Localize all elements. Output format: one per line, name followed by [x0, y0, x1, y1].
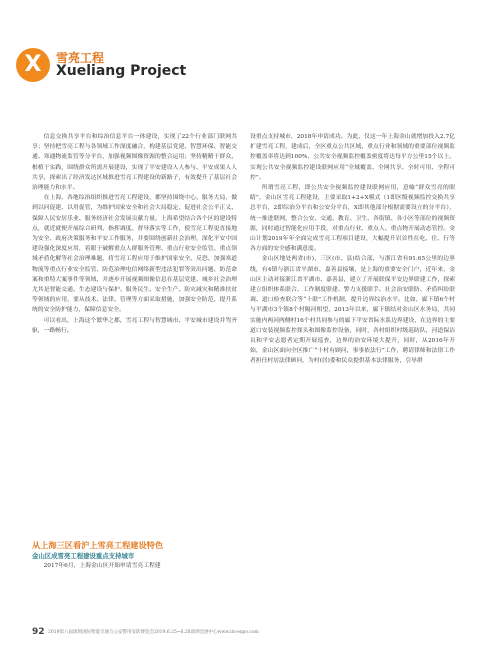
page-footer: [32, 626, 462, 638]
page-number: 92: [32, 627, 45, 637]
body-paragraph: 所谓雪亮工程，即公共安全视频监控建设联网应用，意喻“群众雪亮的眼睛”，金山区雪亮工程建设，主要采取1+2+X模式（1即区级视频监控交换共享总平台，2即综治分平台和公安分平台，X即其他部分根据需要设立的分平台），统一推进联网，整合公安、交通、教育、卫生、各街镇、各小区等部位的视频资源，同时通过智能化应用手段，对重点行业、重点人、重点物开展动态管控。金山计划2019年年全面完成雪亮工程项目建设，大幅提升岩首性在吃、住、行等各方面的安全感和满意度。: [250, 185, 455, 253]
body-paragraph: 信息交换共享平台和综治信息平台一体建设，实现了22个行业部门联网共享；坚持把雪亮工程与各领域工作深度融合，构建基层党建、智慧环保、智能交通、寒通物流监管等分平台，加强视频图像资源的整合运用；坚持精精于群众、根植于实践，围绕群众所需开展建设，实现了平安建设人人参与、平安成果人人共享，探索出了经济发达区域推进雪亮工程建设的新路子，有效提升了基层社会治理能力和水平。: [32, 134, 237, 192]
right-column: [250, 132, 455, 622]
project-logo: X: [16, 48, 50, 82]
section-title: 从上海三区看沪上雪亮工程建设特色: [32, 540, 164, 550]
project-title-cn: 雪亮工程: [56, 51, 105, 65]
section-subtitle: 金山区成雪亮工程建设重点支持城市: [32, 552, 135, 560]
project-title-en: Xueliang Project: [56, 63, 187, 79]
body-paragraph: 金山区地处两省(市)、三区(市、县)结合部，与浙江省有91.65公里的边界线，有4镇与浙江省平湖市、嘉善县接壤，是上海的重要安全门户，近年来，金山区主动对接浙江省平湖市、嘉善县，建立了开展联保平安边界联建工作，探索建立组织体系联合、工作制度联建、警力支援联手、社会治安联防、矛盾纠纷联调、道口检查联合等“十联”工作机制，提升边界综治水平。比如，廊下镇6个村与平湖市3个镇8个村隔河相望，2013年以来，廊下镇结对金山区水务局，共同实施内两河两侧村16个村共同参与的廊下平安省际水系边界建设，在边界的主要道口安装视频监控探头和图像监控设备，同时，各村组织村级巡防队，河道保洁员和平安志愿者定期开展巡查，边界的治安环境大提升，同时，从2016年开始，金山区面向全区推广“十村有顾问，事事依法行”工作，聘请律师和法律工作者担任村居法律顾问，为村(居)委和民众提供基本法律服务，引导群: [250, 256, 455, 365]
body-paragraph: 设重点支持城市，2018年申请成功。为此，仅这一年上海金山就增加投入2.7亿扩建雪亮工程，建成后，全区重点公共区域、重点行业和领域的重要部位视频监控覆盖率将达到100%，公共安全视频监控覆盖密度将达每平方公里15个以上，实现公共安全视频监控建设联网应用“全域覆盖、全网共享、全时可用、全程可控”。: [250, 134, 455, 181]
header-photo-area: [16, 96, 462, 126]
body-paragraph: 2017年6月，上海金山区开始申请雪亮工程建: [43, 563, 161, 569]
body-paragraph: 可以看出，上海这个繁华之都，雪亮工程与智慧城市、平安城市建设并驾齐驱，一路畅行。: [32, 317, 237, 334]
left-column: [32, 132, 237, 573]
left-text-block: [32, 132, 237, 532]
right-text-block: [250, 132, 455, 622]
body-paragraph: 在上海，各地综治组织推进雪亮工程建设，都坚持围绕中心、服务大局，做到以问促建、以用促管，为维护国家安全和社会大局稳定、促进社会公平正义、保障人民安居乐业、服务经济社会发展贡献力量。上海希望结合各个区的建设特点，就近就便开展综合研判、指挥调度、督导落实等工作，使雪亮工程更直接地为安全、政府决策服务和平安工作服务，并要围绕创新社会治理，深化平安中国建设强化深度应用，着眼于破解重点人群服务管理、重点行业安全监管、重点领域矛盾化解等社会治理难题，将雪亮工程应用于维护国家安全、反恐、加强寒道物流等重点行业安全监管、防范治理电信网络新型违法犯罪等突出问题、防范命案和重特大案事件等领域，并逐步开展视频图像信息在基层党建、城乡社会治理尤其是智能交通、生态建设与保护、服务民生、安全生产、防灾减灾和精准扶贫等领域的应用，要从技术、法律、管理等方面采取措施，加强安全防范，提升系统的安全防护能力，保障信息安全。: [32, 195, 237, 314]
footer-text: 2019第八届深圳国际智能交通与公安警用安防博览会2019.6.25~6.28深圳会展中心www.its-expo.com: [48, 630, 259, 635]
page-header: [16, 48, 216, 88]
